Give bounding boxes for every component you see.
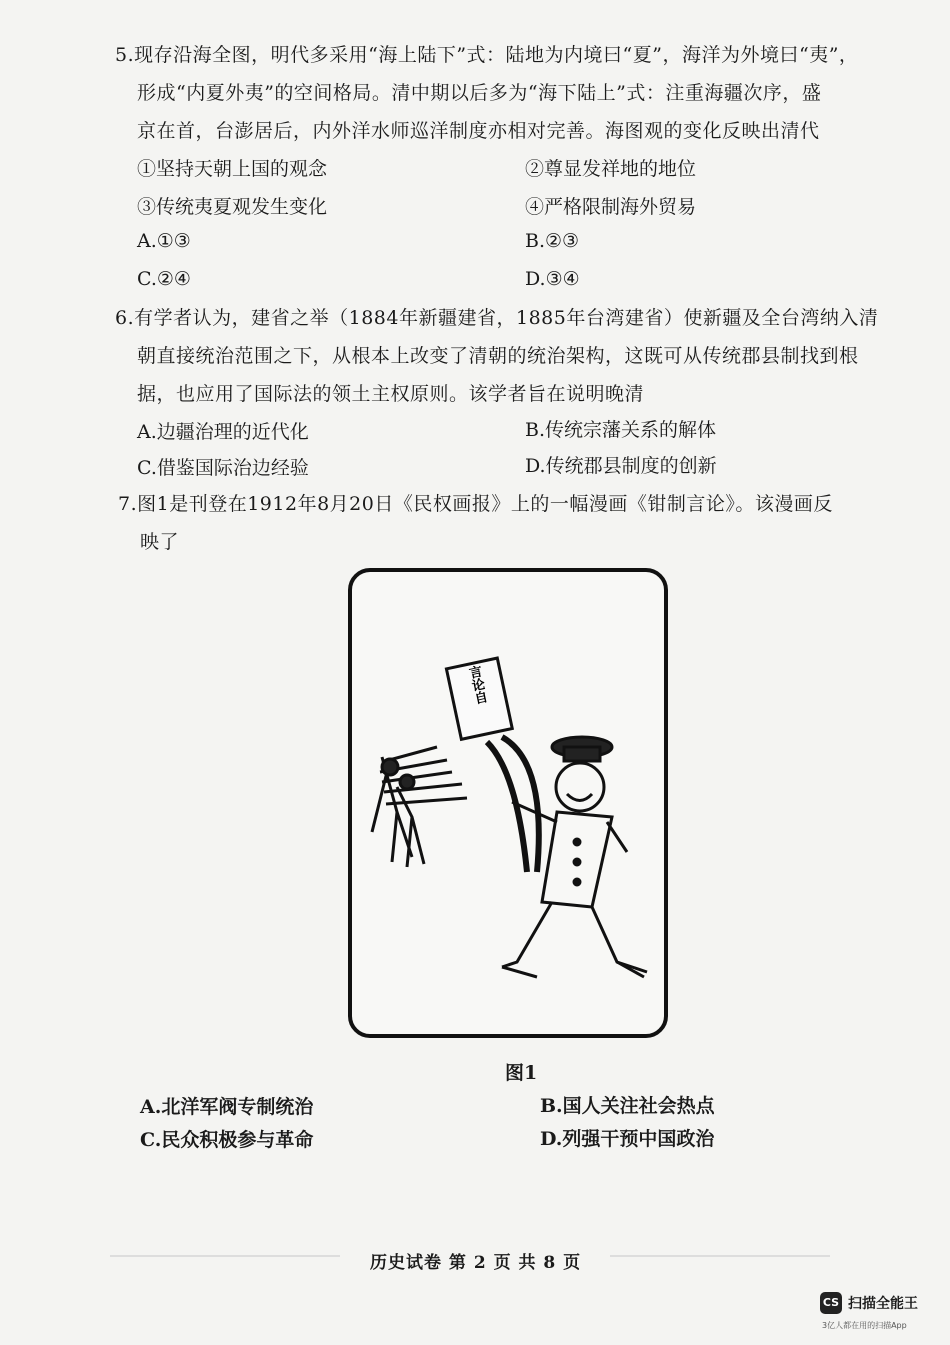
show-through-line (110, 1255, 340, 1257)
q6-option-c: C.借鉴国际治边经验 (137, 457, 309, 479)
q6-option-d: D.传统郡县制度的创新 (525, 455, 717, 477)
q7-line-1: 7.图1是刊登在1912年8月20日《民权画报》上的一幅漫画《钳制言论》。该漫画反 (118, 493, 833, 515)
q5-line-1: 5.现存沿海全图，明代多采用“海上陆下”式：陆地为内境曰“夏”，海洋为外境曰“夷”， (115, 44, 859, 66)
q5-option-d: D.③④ (525, 268, 580, 290)
cartoon-drawing (352, 572, 664, 1034)
q5-option-b: B.②③ (525, 230, 580, 252)
q5-item-3: ③传统夷夏观发生变化 (137, 196, 328, 218)
figure-caption: 图1 (505, 1062, 538, 1084)
speech-sign (446, 658, 512, 739)
scanner-logo-icon: CS (820, 1292, 842, 1314)
q7-option-c: C.民众积极参与革命 (140, 1129, 314, 1151)
page-footer: 历史试卷 第 2 页 共 8 页 (370, 1253, 582, 1273)
scanner-app-name: 扫描全能王 (848, 1296, 918, 1312)
q6-line-2: 朝直接统治范围之下，从根本上改变了清朝的统治架构，这既可从传统郡县制找到根 (137, 345, 859, 367)
q6-line-1: 6.有学者认为，建省之举（1884年新疆建省，1885年台湾建省）使新疆及全台湾纳入清 (115, 307, 879, 329)
scanner-tagline: 3亿人都在用的扫描App (822, 1321, 907, 1330)
q5-option-a: A.①③ (137, 230, 191, 252)
q6-option-b: B.传统宗藩关系的解体 (525, 419, 717, 441)
show-through-line (610, 1255, 830, 1257)
q5-item-2: ②尊显发祥地的地位 (525, 158, 697, 180)
q5-item-4: ④严格限制海外贸易 (525, 196, 697, 218)
pincer-tool (487, 737, 539, 872)
q5-item-1: ①坚持天朝上国的观念 (137, 158, 328, 180)
q7-option-d: D.列强干预中国政治 (540, 1128, 715, 1150)
crowd-group (372, 747, 467, 867)
q5-option-c: C.②④ (137, 268, 191, 290)
cartoon-figure (348, 568, 668, 1038)
q7-option-a: A.北洋军阀专制统治 (140, 1096, 314, 1118)
q5-line-3: 京在首，台澎居后，内外洋水师巡洋制度亦相对完善。海图观的变化反映出清代 (137, 120, 820, 142)
q7-option-b: B.国人关注社会热点 (540, 1095, 715, 1117)
sign-text: 言论自 (465, 664, 488, 706)
q6-line-3: 据，也应用了国际法的领土主权原则。该学者旨在说明晚清 (137, 383, 645, 405)
q6-option-a: A.边疆治理的近代化 (137, 421, 309, 443)
q7-line-2: 映了 (140, 531, 180, 553)
q5-line-2: 形成“内夏外夷”的空间格局。清中期以后多为“海下陆上”式：注重海疆次序，盛 (137, 82, 822, 104)
